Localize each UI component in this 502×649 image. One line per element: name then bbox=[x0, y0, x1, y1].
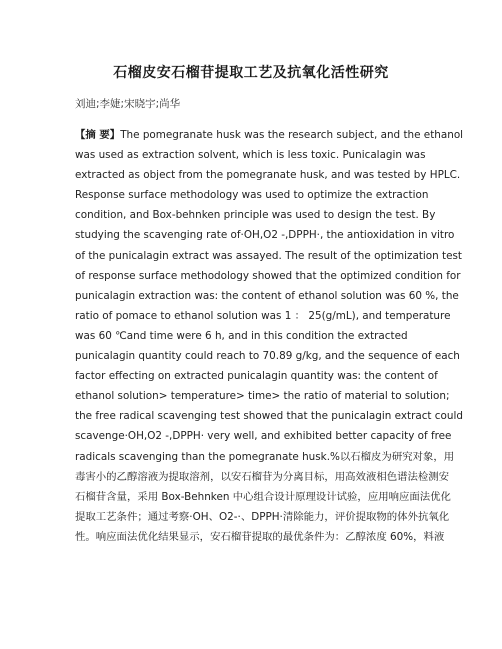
abstract-line: the free radical scavenging test showed that the punicalagin extract could bbox=[75, 410, 463, 423]
abstract-line: of the punicalagin extract was assayed. The result of the optimization test bbox=[75, 249, 462, 262]
abstract-line bbox=[75, 125, 464, 145]
abstract-line: condition, and Box-behnken principle was used to design the test. By bbox=[75, 209, 436, 222]
abstract-line: was 60 ℃and time were 6 h, and in this condition the extracted bbox=[75, 329, 408, 342]
abstract-line: punicalagin extraction was: the content of ethanol solution was 60 %, the bbox=[75, 289, 459, 302]
abstract-line: 提取工艺条件；通过考察·OH、O2-·、DPPH·清除能力，评价提取物的体外抗氧化 bbox=[75, 510, 450, 523]
abstract-label: 【摘 要】 bbox=[75, 129, 121, 141]
abstract-line-text: The pomegranate husk was the research subject, and the ethanol bbox=[120, 129, 464, 141]
abstract-line: factor effecting on extracted punicalagin quantity was: the content of bbox=[75, 370, 438, 383]
abstract-line: radicals scavenging than the pomegranate husk.%以石榴皮为研究对象，用 bbox=[75, 450, 455, 463]
abstract-line: ethanol solution> temperature> time> the ratio of material to solution; bbox=[75, 390, 450, 403]
abstract-line: scavenge·OH,O2 -,DPPH· very well, and exhibited better capacity of free bbox=[75, 430, 452, 443]
abstract-body bbox=[75, 125, 464, 547]
abstract-line: 毒害小的乙醇溶液为提取溶剂，以安石榴苷为分离目标，用高效液相色谱法检测安 bbox=[75, 470, 450, 483]
abstract-line: was used as extraction solvent, which is less toxic. Punicalagin was bbox=[75, 149, 426, 162]
abstract-line: of response surface methodology showed that the optimized condition for bbox=[75, 269, 461, 282]
abstract-line: punicalagin quantity could reach to 70.89 g/kg, and the sequence of each bbox=[75, 350, 460, 363]
document-title: 石榴皮安石榴苷提取工艺及抗氧化活性研究 bbox=[113, 65, 389, 81]
abstract-line: 性。响应面法优化结果显示，安石榴苷提取的最优条件为：乙醇浓度 60%，料液 bbox=[75, 530, 445, 543]
abstract-line: Response surface methodology was used to optimize the extraction bbox=[75, 189, 429, 202]
abstract-line: extracted as object from the pomegranate husk, and was tested by HPLC. bbox=[75, 169, 461, 182]
author-list: 刘迪;李婕;宋晓宇;尚华 bbox=[75, 98, 181, 110]
abstract-line: 石榴苷含量，采用 Box-Behnken 中心组合设计原理设计试验，应用响应面法优化 bbox=[75, 490, 451, 503]
abstract-line: ratio of pomace to ethanol solution was 1 ： 25(g/mL), and temperature bbox=[75, 309, 451, 322]
abstract-line: studying the scavenging rate of·OH,O2 -,DPPH·, the antioxidation in vitro bbox=[75, 229, 455, 242]
